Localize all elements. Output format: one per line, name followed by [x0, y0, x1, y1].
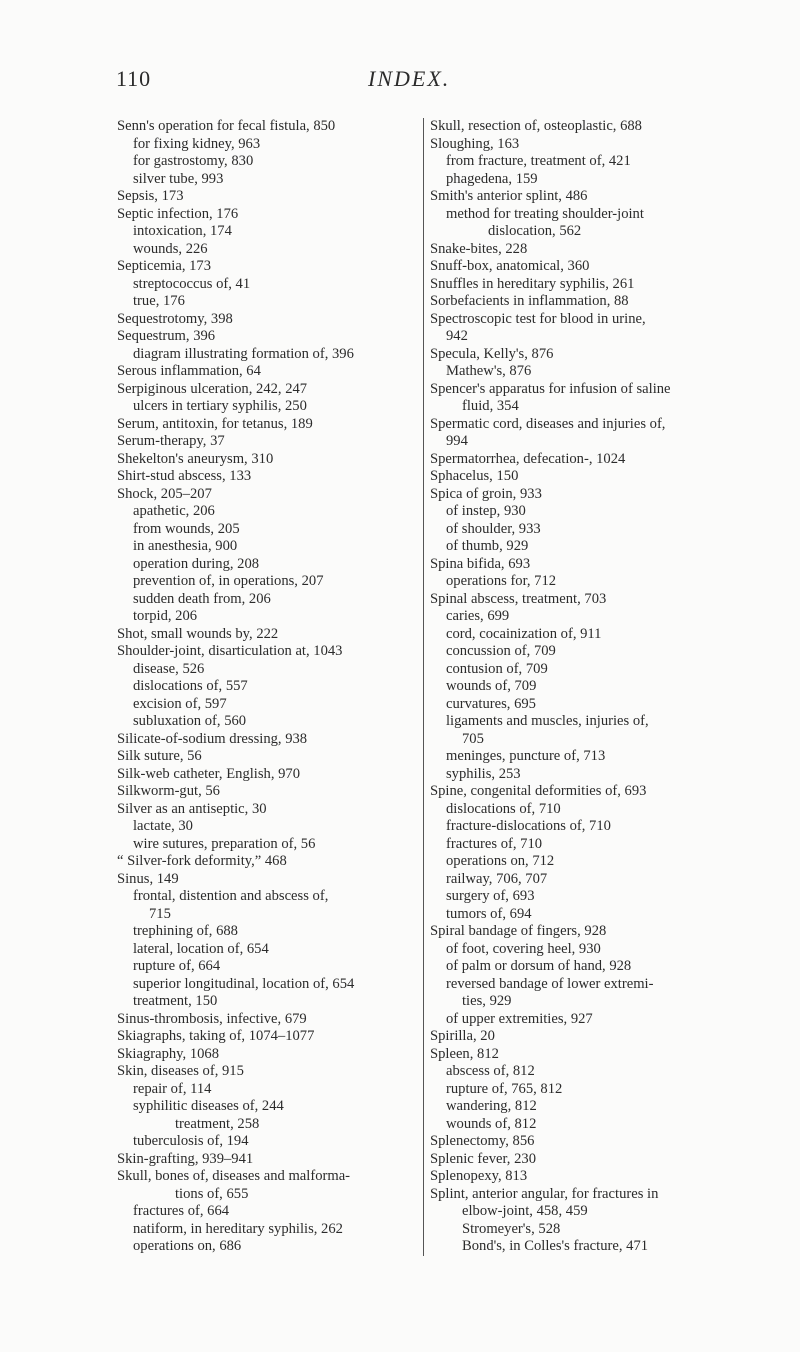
index-subentry: lactate, 30: [133, 818, 193, 834]
index-entry: Sequestrum, 396: [117, 328, 216, 344]
index-entry: Spermatorrhea, defecation-, 1024: [430, 450, 626, 467]
index-entry: Splenic fever, 230: [430, 1150, 536, 1167]
index-subentry: fracture-dislocations of, 710: [446, 818, 611, 834]
index-subentry: of thumb, 929: [446, 538, 529, 554]
index-entry: Spina bifida, 693: [430, 555, 531, 572]
index-subentry: operations for, 712: [446, 573, 557, 589]
index-subentry: Bond's, in Colles's fracture, 471: [462, 1238, 649, 1254]
index-entry: Skull, resection of, osteoplastic, 688: [430, 118, 642, 134]
index-subentry: frontal, distention and abscess of,: [133, 888, 329, 904]
index-subentry: ligaments and muscles, injuries of,: [446, 713, 649, 729]
index-subentry: tumors of, 694: [446, 905, 532, 922]
index-subentry: rupture of, 664: [133, 958, 221, 974]
index-subentry: reversed bandage of lower extremi-: [446, 975, 654, 992]
index-subentry: diagram illustrating formation of, 396: [133, 345, 354, 362]
index-subentry: subluxation of, 560: [133, 713, 247, 729]
index-subentry: of palm or dorsum of hand, 928: [446, 958, 632, 974]
index-subentry: ties, 929: [462, 993, 512, 1009]
index-entry: Silk suture, 56: [117, 748, 202, 764]
index-entry: Silicate-of-sodium dressing, 938: [117, 730, 308, 747]
index-entry: Skiagraphy, 1068: [117, 1045, 220, 1062]
index-subentry: concussion of, 709: [446, 643, 556, 659]
index-entry: Splenopexy, 813: [430, 1168, 528, 1184]
index-entry: Snake-bites, 228: [430, 240, 528, 257]
index-subentry: Stromeyer's, 528: [462, 1220, 561, 1237]
index-column-left: [117, 118, 417, 1256]
index-subentry: railway, 706, 707: [446, 870, 548, 887]
index-entry: Shoulder-joint, disarticulation at, 1043: [117, 643, 343, 659]
index-entry: Specula, Kelly's, 876: [430, 345, 554, 362]
index-subentry: phagedena, 159: [446, 170, 538, 187]
page-number: 110: [116, 66, 152, 91]
index-subentry: wounds of, 812: [446, 1115, 537, 1132]
index-subentry: syphilitic diseases of, 244: [133, 1098, 284, 1114]
index-subentry: 994: [446, 433, 468, 449]
index-subentry: fractures of, 664: [133, 1203, 230, 1219]
index-subentry: 715: [149, 905, 171, 922]
index-entry: Splint, anterior angular, for fractures in: [430, 1185, 659, 1202]
index-subentry: trephining of, 688: [133, 923, 238, 939]
index-entry: Sloughing, 163: [430, 135, 520, 152]
index-subentry: meninges, puncture of, 713: [446, 748, 606, 764]
index-subentry: tions of, 655: [175, 1185, 249, 1202]
index-entry: Septic infection, 176: [117, 205, 239, 222]
index-entry: Senn's operation for fecal fistula, 850: [117, 118, 336, 134]
index-subentry: silver tube, 993: [133, 170, 224, 187]
running-head: INDEX.: [368, 66, 451, 91]
index-entry: Serum-therapy, 37: [117, 433, 225, 449]
index-entry: Smith's anterior splint, 486: [430, 188, 588, 204]
index-subentry: in anesthesia, 900: [133, 538, 238, 554]
index-entry: Spica of groin, 933: [430, 485, 542, 502]
index-subentry: elbow-joint, 458, 459: [462, 1203, 588, 1219]
index-subentry: wounds, 226: [133, 240, 208, 257]
index-subentry: fluid, 354: [462, 398, 519, 414]
index-subentry: dislocations of, 710: [446, 800, 561, 817]
index-subentry: abscess of, 812: [446, 1063, 535, 1079]
index-subentry: sudden death from, 206: [133, 590, 271, 607]
index-entry: Silkworm-gut, 56: [117, 783, 220, 799]
index-entry: Shock, 205–207: [117, 485, 212, 502]
index-entry: Spectroscopic test for blood in urine,: [430, 310, 646, 327]
index-subentry: repair of, 114: [133, 1080, 212, 1097]
index-subentry: treatment, 150: [133, 993, 218, 1009]
index-entry: Septicemia, 173: [117, 258, 212, 274]
index-entry: Serous inflammation, 64: [117, 363, 261, 379]
index-column-right: [423, 118, 733, 1256]
index-entry: “ Silver-fork deformity,” 468: [117, 853, 287, 869]
index-entry: Shekelton's aneurysm, 310: [117, 450, 274, 467]
index-entry: Spencer's apparatus for infusion of saline: [430, 380, 671, 397]
index-entry: Spleen, 812: [430, 1045, 499, 1062]
index-subentry: 942: [446, 328, 468, 344]
index-subentry: from fracture, treatment of, 421: [446, 153, 631, 169]
index-subentry: disease, 526: [133, 660, 205, 677]
index-subentry: natiform, in hereditary syphilis, 262: [133, 1220, 343, 1237]
index-entry: Sphacelus, 150: [430, 468, 519, 484]
index-subentry: torpid, 206: [133, 608, 198, 624]
index-subentry: for gastrostomy, 830: [133, 153, 254, 169]
page-header: [0, 66, 800, 106]
index-subentry: 705: [462, 730, 484, 747]
index-subentry: caries, 699: [446, 608, 510, 624]
index-entry: Skull, bones of, diseases and malforma-: [117, 1168, 351, 1184]
index-subentry: excision of, 597: [133, 695, 227, 712]
index-subentry: treatment, 258: [175, 1115, 260, 1132]
index-entry: Shot, small wounds by, 222: [117, 625, 279, 642]
index-subentry: for fixing kidney, 963: [133, 135, 261, 152]
index-subentry: contusion of, 709: [446, 660, 548, 677]
index-entry: Skiagraphs, taking of, 1074–1077: [117, 1028, 315, 1044]
index-entry: Serum, antitoxin, for tetanus, 189: [117, 415, 313, 432]
index-subentry: Mathew's, 876: [446, 363, 532, 379]
index-subentry: wandering, 812: [446, 1098, 537, 1114]
index-subentry: wounds of, 709: [446, 678, 537, 694]
index-subentry: dislocation, 562: [488, 223, 582, 239]
index-subentry: streptococcus of, 41: [133, 275, 251, 292]
index-subentry: operation during, 208: [133, 555, 260, 572]
index-entry: Spermatic cord, diseases and injuries of,: [430, 415, 666, 432]
index-entry: Shirt-stud abscess, 133: [117, 468, 252, 484]
index-entry: Sepsis, 173: [117, 188, 184, 204]
index-subentry: syphilis, 253: [446, 765, 521, 782]
index-subentry: prevention of, in operations, 207: [133, 573, 324, 589]
index-entry: Sorbefacients in inflammation, 88: [430, 293, 629, 309]
index-subentry: cord, cocainization of, 911: [446, 625, 602, 642]
index-subentry: of instep, 930: [446, 503, 526, 519]
index-subentry: surgery of, 693: [446, 888, 535, 904]
index-subentry: intoxication, 174: [133, 223, 232, 239]
index-entry: Silver as an antiseptic, 30: [117, 800, 267, 817]
index-subentry: of upper extremities, 927: [446, 1010, 593, 1027]
index-entry: Sinus, 149: [117, 870, 179, 887]
index-subentry: ulcers in tertiary syphilis, 250: [133, 398, 307, 414]
index-entry: Skin, diseases of, 915: [117, 1063, 244, 1079]
index-entry: Snuff-box, anatomical, 360: [430, 258, 590, 274]
index-subentry: curvatures, 695: [446, 695, 536, 712]
index-subentry: wire sutures, preparation of, 56: [133, 835, 316, 852]
index-entry: Splenectomy, 856: [430, 1133, 535, 1149]
index-entry: Serpiginous ulceration, 242, 247: [117, 380, 308, 397]
index-subentry: of shoulder, 933: [446, 520, 541, 537]
index-entry: Spinal abscess, treatment, 703: [430, 590, 607, 607]
index-subentry: tuberculosis of, 194: [133, 1133, 249, 1149]
index-subentry: operations on, 686: [133, 1238, 242, 1254]
index-subentry: rupture of, 765, 812: [446, 1080, 563, 1097]
index-entry: Spine, congenital deformities of, 693: [430, 783, 647, 799]
index-entry: Sequestrotomy, 398: [117, 310, 233, 327]
index-entry: Skin-grafting, 939–941: [117, 1150, 254, 1167]
index-subentry: apathetic, 206: [133, 503, 215, 519]
index-entry: Sinus-thrombosis, infective, 679: [117, 1010, 307, 1027]
index-subentry: true, 176: [133, 293, 185, 309]
index-subentry: operations on, 712: [446, 853, 555, 869]
index-entry: Spirilla, 20: [430, 1028, 495, 1044]
index-entry: Silk-web catheter, English, 970: [117, 765, 301, 782]
index-subentry: dislocations of, 557: [133, 678, 248, 694]
index-subentry: from wounds, 205: [133, 520, 240, 537]
index-entry: Spiral bandage of fingers, 928: [430, 923, 607, 939]
index-subentry: fractures of, 710: [446, 835, 543, 852]
index-subentry: of foot, covering heel, 930: [446, 940, 601, 957]
index-subentry: superior longitudinal, location of, 654: [133, 975, 355, 992]
index-entry: Snuffles in hereditary syphilis, 261: [430, 275, 635, 292]
index-subentry: method for treating shoulder-joint: [446, 205, 644, 222]
index-subentry: lateral, location of, 654: [133, 940, 269, 957]
